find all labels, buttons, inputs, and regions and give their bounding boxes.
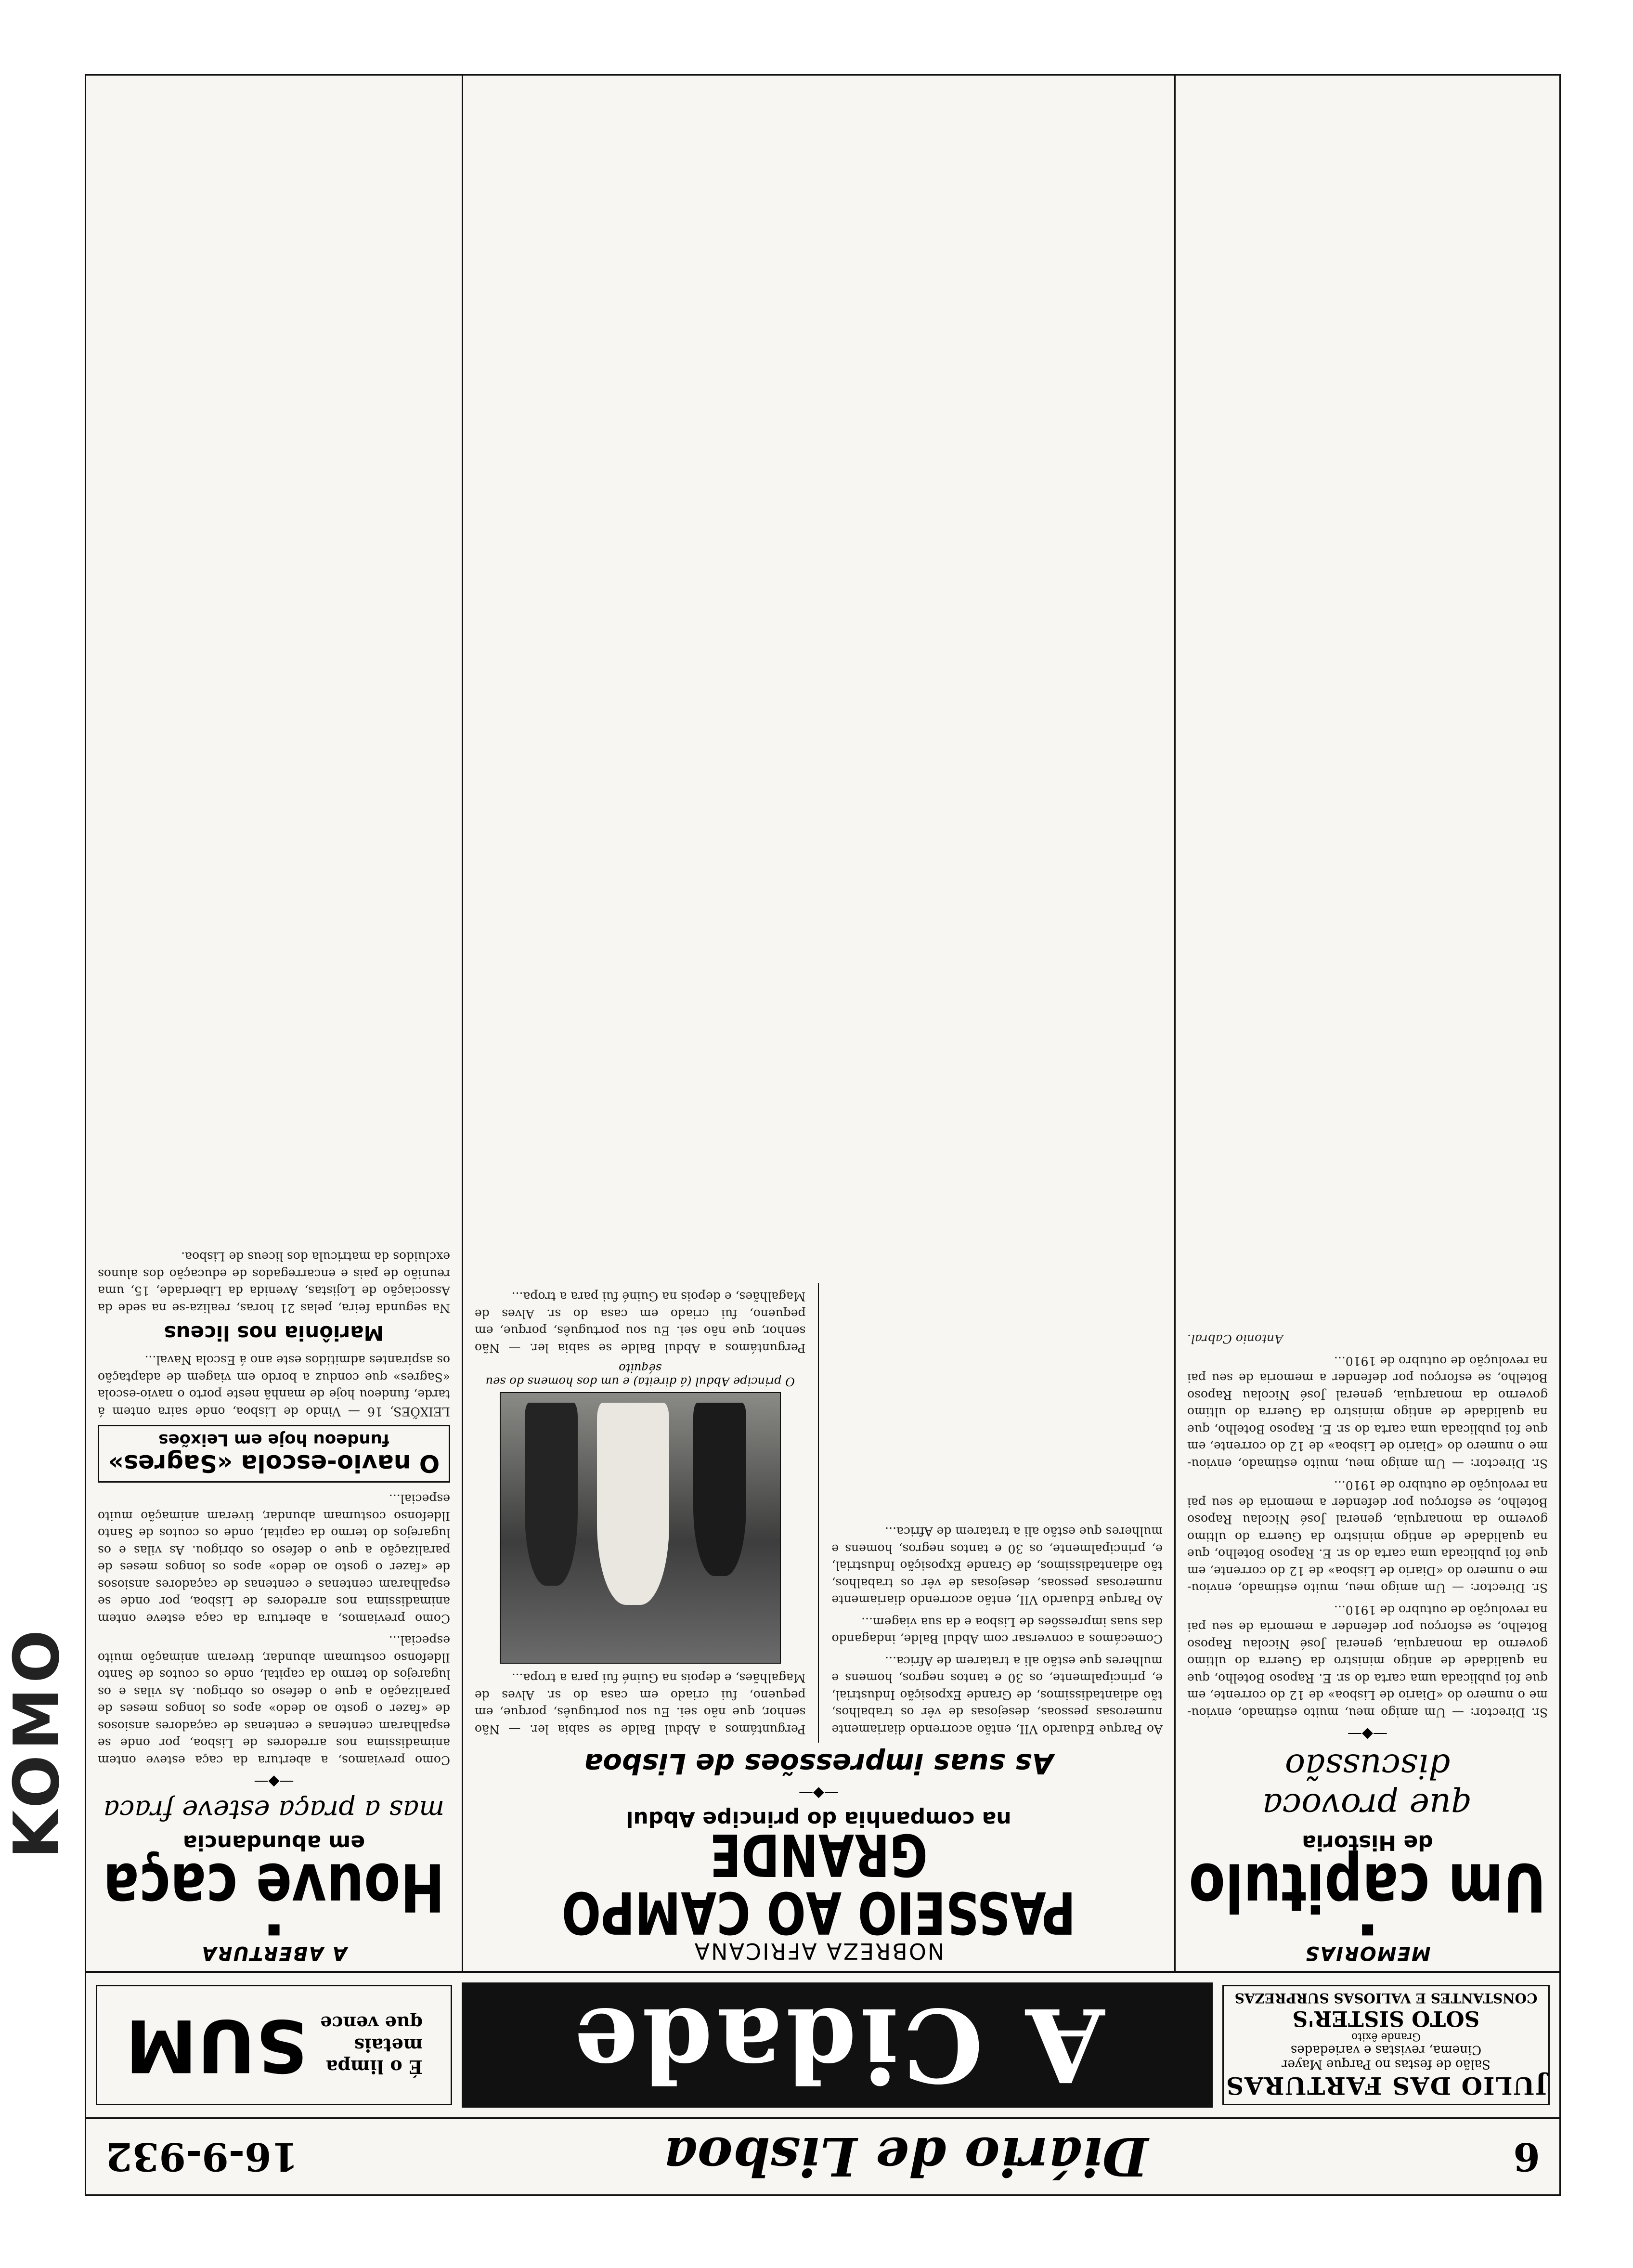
column-rule: [818, 1283, 819, 1743]
abdul-body-left-2: Comecámos a conversar com Abdul Balde, indagando das suas impressões de Lisboa e da sua viagem...: [831, 1615, 1163, 1646]
photo-figure-left: [693, 1403, 746, 1576]
memorias-body-cont2: Sr. Director: — Um amigo meu, muito estimado, enviou-me o numero do «Diario de Lisboa» de 12 do corrente, em que foi publicada uma carta do sr. E. Raposo Botelho, que na qualidade de antigo ministro da Guerra do ultimo governo da monarquia, general José Nicolau Raposo Botelho, se esforçou por defender a memoria de seu pai na revolução de outubro de 1910...: [1187, 1354, 1548, 1471]
ornament-divider: ■: [267, 1922, 281, 1939]
abdul-body-left-3: Ao Parque Eduardo VII, então acorrendo diariamente numerosas pessoas, desejosas de vêr os trabalhos, tão adiantadissimos, de Grande Exposição Industrial, e, principalmente, os 30 e tantos negros, homens e mulheres que estão ali a tratarem de Africa...: [831, 1525, 1163, 1607]
abdul-body-right-2: Perguntámos a Abdul Balde se sabia ler. — Não senhor, que não sei. Eu sou português, porque, em pequeno, fui criado em casa do sr. Alves de Magalhães, e depois na Guiné fui para a tropa...: [475, 1290, 806, 1355]
masthead: [86, 2117, 1559, 2194]
newspaper-title: Diário de Lisboa: [663, 2125, 1149, 2188]
memorias-kicker: MEMORIAS: [1304, 1942, 1431, 1964]
abdul-body-left: Ao Parque Eduardo VII, então acorrendo diariamente numerosas pessoas, desejosas de vêr os trabalhos, tão adiantadissimos, de Grande Exposição Industrial, e, principalmente, os 30 e tantos negros, homens e mulheres que estão ali a tratarem de Africa...: [831, 1654, 1163, 1736]
ad-sum-line2: metais: [354, 2034, 423, 2056]
memorias-body: Sr. Director: — Um amigo meu, muito estimado, enviou-me o numero do «Diario de Lisboa» de 12 do corrente, em que foi publicada uma carta do sr. E. Raposo Botelho, que na qualidade de antigo ministro da Guerra do ultimo governo da monarquia, general José Nicolau Raposo Botelho, se esforçou por defender a memoria de seu pai na revolução de outubro de 1910...: [1187, 1603, 1548, 1720]
sagres-title: O navio-escola «Sagres»: [108, 1449, 440, 1477]
caca-kicker: A ABERTURA: [200, 1942, 348, 1964]
ad-julio-title: JULIO DAS FARTURAS: [1225, 2072, 1547, 2100]
ad-julio-line6: CONSTANTES E VALIOSAS SURPREZAS: [1234, 1990, 1538, 2006]
caca-body-cont: Como previamos, a abertura da caça esteve ontem animadissima nos arredores de Lisboa, por onde se espalharam centenas e centenas de caçadores ansiosos de «fazer o gosto ao dedo» apos os longos meses de paralização a que o defeso os obrigou. As vilas e os lugarejos do termo da capital, onde os coutos de Santo Ildefonso costumam abundar, tiveram animação muito especial...: [98, 1492, 450, 1626]
abdul-subhead-2: As suas impressões de Lisboa: [584, 1747, 1053, 1780]
ad-sum-line1: É o limpa: [325, 2056, 423, 2078]
ad-sum-brand: SUM: [125, 2003, 308, 2087]
issue-date: 16-9-932: [105, 2134, 298, 2179]
sagres-headline-box: [98, 1425, 450, 1483]
ad-sum-text: [320, 2012, 423, 2078]
abdul-subhead: na companhia do principe Abdul: [626, 1807, 1011, 1831]
abdul-headline: PASSEIO AO CAMPO GRANDE: [561, 1821, 1076, 1946]
sagres-body: LEIXÕES, 16 — Vindo de Lisboa, onde saira ontem á tarde, fundeou hoje de manhã neste porto o navio-escola «Sagres» que conduz a bordo em viagem de adaptação os aspirantes admitidos este ano á Escola Naval...: [98, 1353, 450, 1419]
ad-julio-line3: Cinema, revistas e variedades: [1290, 2043, 1482, 2057]
top-band: [86, 1971, 1559, 2117]
photo-figure-center: [597, 1403, 669, 1605]
liceus-headline: Mariônia nos liceus: [164, 1321, 384, 1345]
ad-julio-das-farturas: [1222, 1985, 1550, 2105]
ornament-divider: ■: [1361, 1922, 1374, 1939]
ornament-divider: —◆—: [798, 1785, 839, 1802]
memorias-subhead: de Historia: [1302, 1830, 1433, 1855]
photo-figure-right: [525, 1403, 578, 1586]
adjacent-page-edge: [0, 77, 85, 2196]
ornament-divider: —◆—: [1347, 1726, 1388, 1743]
ad-sum: [96, 1985, 452, 2105]
adjacent-page-ad-text: KOMO: [0, 1625, 73, 1859]
abdul-text-columns: [475, 1283, 1163, 1743]
page-number: 6: [1513, 2134, 1540, 2179]
caca-headline: Houve caça: [103, 1849, 445, 1926]
caca-subhead-italic: mas a praça esteve fraca: [103, 1794, 445, 1825]
column-memorias: [1174, 76, 1559, 1973]
ad-julio-soto-sisters: SOTO SISTER'S: [1292, 2006, 1480, 2031]
caca-body: Como previamos, a abertura da caça esteve ontem animadissima nos arredores de Lisboa, por onde se espalharam centenas e centenas de caçadores ansiosos de «fazer o gosto ao dedo» apos os longos meses de paralização a que o defeso os obrigou. As vilas e os lugarejos do termo da capital, onde os coutos de Santo Ildefonso costumam abundar, tiveram animação muito especial...: [98, 1633, 450, 1767]
memorias-signature: Antonio Cabral.: [1187, 1332, 1283, 1346]
ornament-divider: —◆—: [254, 1773, 294, 1790]
ad-julio-line2: Salão de festas no Parque Mayer: [1282, 2057, 1490, 2072]
a-cidade-logo: A Cidade: [462, 1982, 1213, 2108]
memorias-headline: Um capitulo: [1189, 1849, 1546, 1926]
abdul-photo: [500, 1392, 781, 1664]
liceus-body: Na segunda feira, pelas 21 horas, realiza-se na sede da Associação de Lojistas, Avenida da Liberdade, 15, uma reunião de pais e encarregados de educação dos alunos excluidos da matricula dos liceus de Lisboa.: [98, 1250, 450, 1315]
column-caca: [86, 76, 462, 1973]
ad-julio-line4: Grande êxito: [1351, 2031, 1421, 2043]
abdul-kicker: NOBREZA AFRICANA: [693, 1938, 945, 1964]
caca-subhead: em abundancia: [182, 1830, 365, 1855]
newspaper-sheet: [85, 74, 1561, 2196]
ad-sum-line3: que vence: [320, 2012, 423, 2034]
column-abdul: [462, 76, 1174, 1973]
sagres-subtitle: fundeou hoje em Leixões: [158, 1430, 389, 1449]
abdul-photo-caption: O principe Abdul (á direita) e um dos homens do seu séquito: [485, 1361, 795, 1388]
abdul-body-right: Perguntámos a Abdul Balde se sabia ler. — Não senhor, que não sei. Eu sou português, porque, em pequeno, fui criado em casa do sr. Alves de Magalhães, e depois na Guiné fui para a tropa...: [475, 1671, 806, 1736]
memorias-subhead-italic: que provoca discussão: [1262, 1747, 1473, 1825]
memorias-body-cont: Sr. Director: — Um amigo meu, muito estimado, enviou-me o numero do «Diario de Lisboa» de 12 do corrente, em que foi publicada uma carta do sr. E. Raposo Botelho, que na qualidade de antigo ministro da Guerra do ultimo governo da monarquia, general José Nicolau Raposo Botelho, se esforçou por defender a memoria de seu pai na revolução de outubro de 1910...: [1187, 1478, 1548, 1595]
